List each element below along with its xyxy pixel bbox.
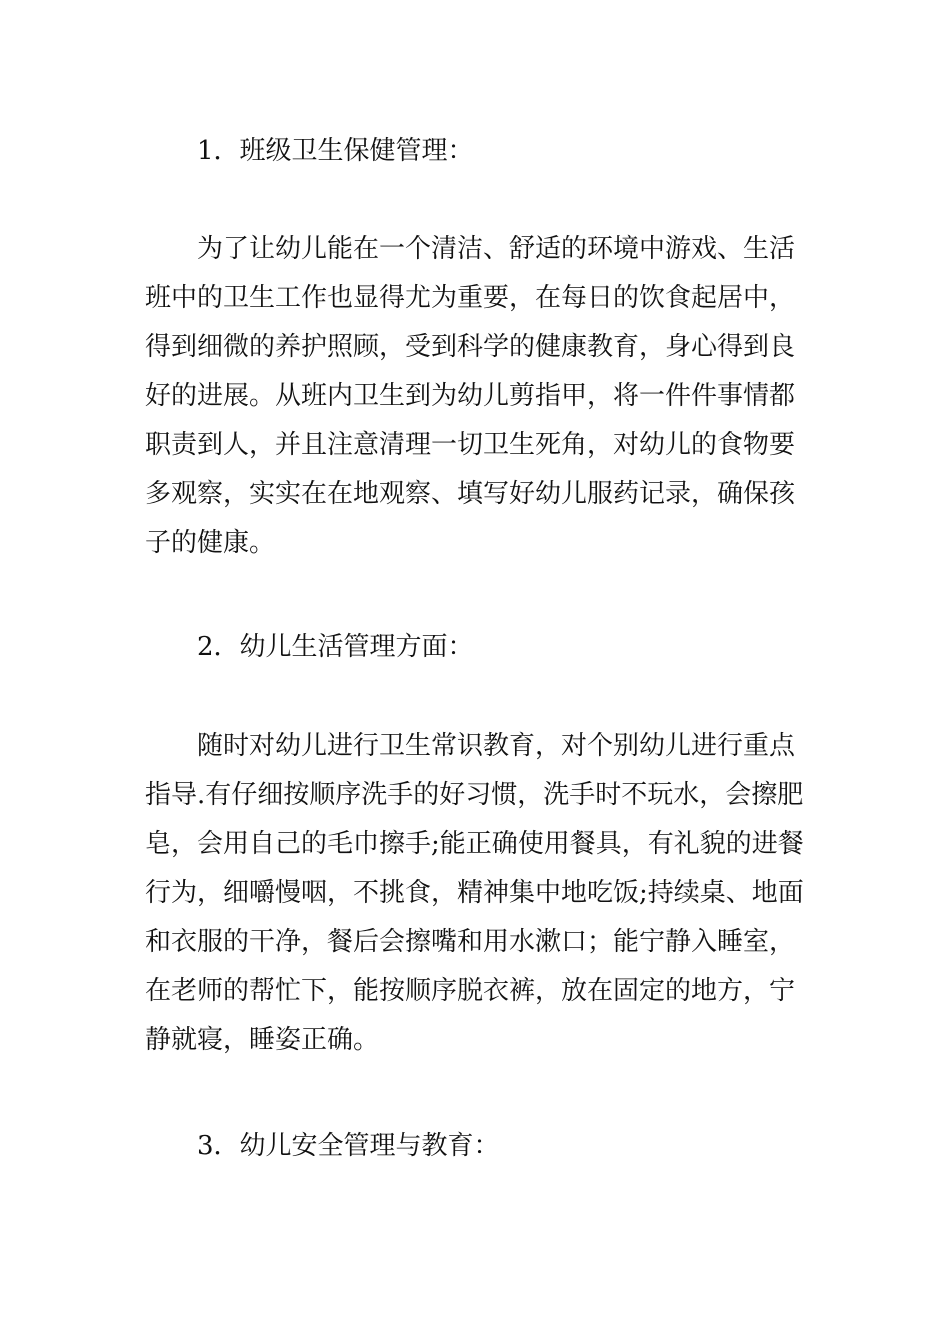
section-2-paragraph: [145, 722, 810, 1065]
section-1-paragraph: [145, 225, 810, 568]
paragraph-line: 指导.有仔细按顺序洗手的好习惯，洗手时不玩水，会擦肥: [145, 780, 804, 810]
paragraph-line: 静就寝，睡姿正确。: [145, 1025, 380, 1055]
paragraph-line: 为了让幼儿能在一个清洁、舒适的环境中游戏、生活: [197, 234, 796, 264]
paragraph-line: 班中的卫生工作也显得尤为重要，在每日的饮食起居中，: [145, 283, 796, 313]
paragraph-line: 行为，细嚼慢咽，不挑食，精神集中地吃饭;持续桌、地面: [145, 878, 804, 908]
paragraph-line: 和衣服的干净，餐后会擦嘴和用水漱口；能宁静入睡室，: [145, 927, 796, 957]
paragraph-line: 职责到人，并且注意清理一切卫生死角，对幼儿的食物要: [145, 430, 796, 460]
paragraph-line: 好的进展。从班内卫生到为幼儿剪指甲，将一件件事情都: [145, 381, 796, 411]
section-2-heading: 2．幼儿生活管理方面：: [197, 632, 474, 662]
paragraph-line: 随时对幼儿进行卫生常识教育，对个别幼儿进行重点: [197, 731, 796, 761]
section-1-heading: 1．班级卫生保健管理：: [197, 136, 474, 166]
paragraph-line: 得到细微的养护照顾，受到科学的健康教育，身心得到良: [145, 332, 796, 362]
section-3-heading: 3．幼儿安全管理与教育：: [197, 1131, 500, 1161]
paragraph-line: 在老师的帮忙下，能按顺序脱衣裤，放在固定的地方，宁: [145, 976, 796, 1006]
paragraph-line: 子的健康。: [145, 528, 276, 558]
paragraph-line: 多观察，实实在在地观察、填写好幼儿服药记录，确保孩: [145, 479, 796, 509]
paragraph-line: 皂，会用自己的毛巾擦手;能正确使用餐具，有礼貌的进餐: [145, 829, 804, 859]
